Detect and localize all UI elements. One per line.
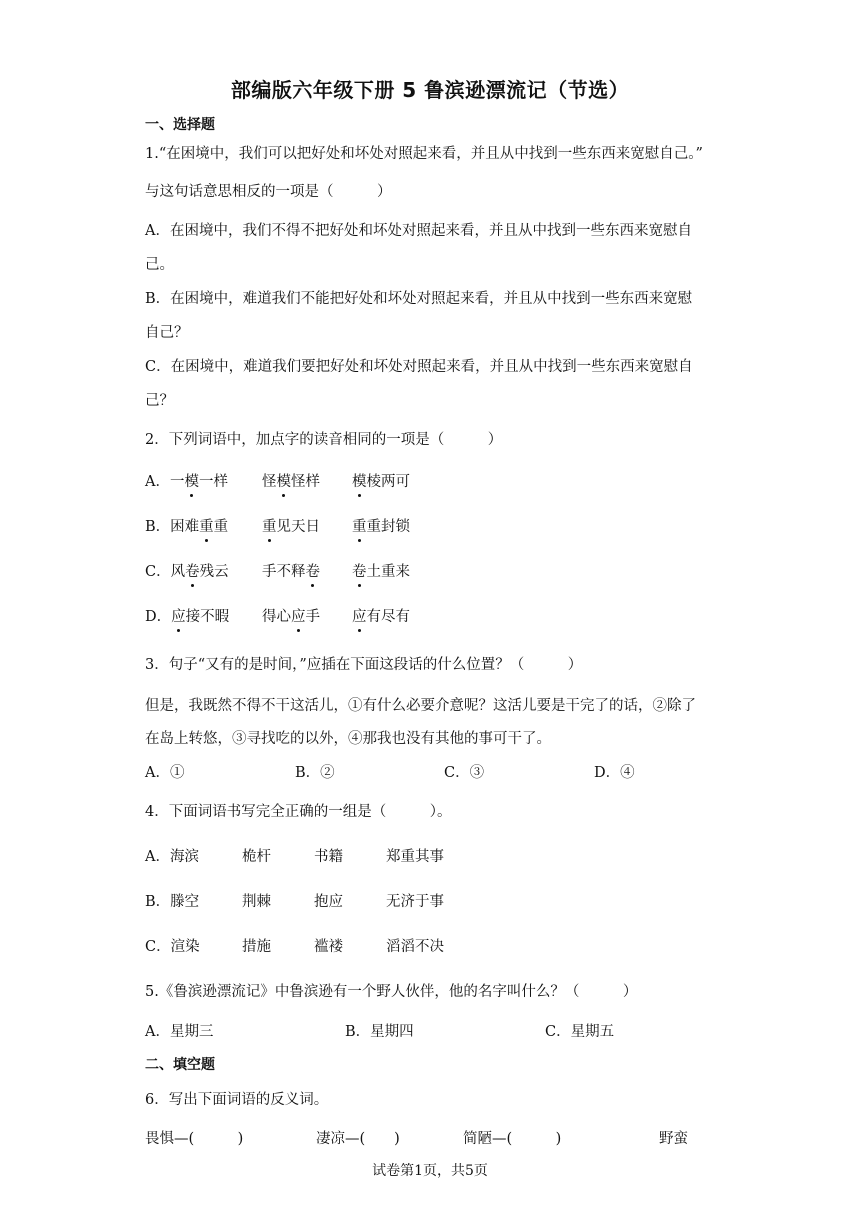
option-letter: C． bbox=[145, 564, 171, 580]
q4-option-b-word1: B．滕空 bbox=[145, 894, 200, 910]
dotted-char: 应 bbox=[352, 605, 367, 626]
q1-option-c-line2: 己？ bbox=[145, 393, 174, 409]
q1-option-b-line2: 自己？ bbox=[145, 325, 189, 341]
dotted-char: 模 bbox=[184, 470, 199, 491]
q4-option-c-word4: 滔滔不决 bbox=[386, 939, 444, 955]
q3-option-a: A．① bbox=[145, 765, 185, 781]
q1-option-a-line1: A．在困境中，我们不得不把好处和坏处对照起来看，并且从中找到一些东西来宽慰自 bbox=[145, 223, 692, 239]
q2-option-d-word3 bbox=[352, 605, 410, 626]
q6-stem: 6．写出下面词语的反义词。 bbox=[145, 1092, 329, 1108]
q4-option-a-word4: 郑重其事 bbox=[386, 849, 444, 865]
section-heading-choice: 一、选择题 bbox=[145, 117, 215, 133]
option-letter: B． bbox=[145, 519, 171, 535]
q3-option-d: D．④ bbox=[594, 765, 635, 781]
q6-item-2: 凄凉—( ) bbox=[316, 1131, 400, 1147]
word-part: 一样 bbox=[198, 474, 228, 490]
q4-option-b-word3: 抱应 bbox=[314, 894, 343, 910]
q1-stem-line1: 1.“在困境中，我们可以把好处和坏处对照起来看，并且从中找到一些东西来宽慰自己。” bbox=[145, 146, 703, 162]
q3-option-c: C．③ bbox=[444, 765, 485, 781]
dotted-char: 应 bbox=[291, 605, 306, 626]
dotted-char: 卷 bbox=[352, 560, 367, 581]
word-part: 手 bbox=[305, 609, 320, 625]
word-part: 重 bbox=[213, 519, 229, 535]
dotted-char: 模 bbox=[277, 470, 292, 491]
dotted-char: 卷 bbox=[185, 560, 200, 581]
q2-option-a bbox=[145, 470, 228, 491]
word-part: 怪 bbox=[262, 474, 277, 490]
word-part: 见天日 bbox=[276, 519, 320, 535]
page-footer: 试卷第1页，共5页 bbox=[372, 1163, 488, 1179]
q2-option-a-word2 bbox=[262, 470, 320, 491]
dotted-char: 卷 bbox=[306, 560, 321, 581]
q6-item-4: 野蛮 bbox=[659, 1131, 688, 1147]
word-part: 手不释 bbox=[262, 564, 306, 580]
q2-option-d bbox=[145, 605, 229, 626]
q4-stem: 4．下面词语书写完全正确的一组是（ ）。 bbox=[145, 804, 452, 820]
q3-passage-line1: 但是，我既然不得不干这活儿，①有什么必要介意呢？这活儿要是干完了的话，②除了 bbox=[145, 698, 696, 714]
section-heading-fill: 二、填空题 bbox=[145, 1057, 215, 1073]
q4-option-a-word2: 桅杆 bbox=[242, 849, 271, 865]
option-letter: A． bbox=[145, 474, 170, 490]
q2-option-b-word3 bbox=[352, 515, 410, 536]
q1-option-b-line1: B．在困境中，难道我们不能把好处和坏处对照起来看，并且从中找到一些东西来宽慰 bbox=[145, 291, 693, 307]
word-part: 接不暇 bbox=[185, 609, 230, 625]
word-part: 有尽有 bbox=[366, 609, 410, 625]
word-part: 风 bbox=[170, 564, 186, 580]
q3-passage-line2: 在岛上转悠，③寻找吃的以外，④那我也没有其他的事可干了。 bbox=[145, 731, 551, 747]
q1-stem-line2: 与这句话意思相反的一项是（ ） bbox=[145, 184, 392, 200]
q2-option-c-word3 bbox=[352, 560, 410, 581]
dotted-char: 模 bbox=[352, 470, 367, 491]
q4-option-b-word4: 无济于事 bbox=[386, 894, 444, 910]
q5-stem: 5.《鲁滨逊漂流记》中鲁滨逊有一个野人伙伴，他的名字叫什么？（ ） bbox=[145, 984, 638, 1000]
word-part: 困难 bbox=[170, 519, 200, 535]
q2-option-c bbox=[145, 560, 229, 581]
q2-option-d-word2 bbox=[262, 605, 320, 626]
word-part: 一 bbox=[169, 474, 185, 490]
q3-stem: 3．句子“又有的是时间，”应插在下面这段话的什么位置？（ ） bbox=[145, 657, 583, 673]
page-title: 部编版六年级下册 5 鲁滨逊漂流记（节选） bbox=[230, 78, 630, 102]
q5-option-c: C．星期五 bbox=[545, 1024, 615, 1040]
q2-stem: 2．下列词语中，加点字的读音相同的一项是（ ） bbox=[145, 432, 503, 448]
q5-option-b: B．星期四 bbox=[345, 1024, 414, 1040]
q4-option-b-word2: 荆棘 bbox=[242, 894, 271, 910]
q6-item-1: 畏惧—( ) bbox=[145, 1131, 244, 1147]
q4-option-a-word3: 书籍 bbox=[314, 849, 343, 865]
word-part: 土重来 bbox=[366, 564, 410, 580]
q2-option-c-word2 bbox=[262, 560, 320, 581]
q4-option-a-word1: A．海滨 bbox=[145, 849, 199, 865]
option-letter: D． bbox=[145, 609, 172, 625]
q2-option-b-word2 bbox=[262, 515, 320, 536]
word-part: 得心 bbox=[262, 609, 291, 625]
q1-option-c-line1: C．在困境中，难道我们要把好处和坏处对照起来看，并且从中找到一些东西来宽慰自 bbox=[145, 359, 693, 375]
dotted-char: 重 bbox=[352, 515, 367, 536]
dotted-char: 重 bbox=[262, 515, 277, 536]
q4-option-c-word1: C．渲染 bbox=[145, 939, 200, 955]
q2-option-b bbox=[145, 515, 228, 536]
word-part: 怪样 bbox=[291, 474, 320, 490]
dotted-char: 重 bbox=[199, 515, 214, 536]
q2-option-a-word3 bbox=[352, 470, 410, 491]
word-part: 重封锁 bbox=[366, 519, 410, 535]
word-part: 棱两可 bbox=[366, 474, 410, 490]
q3-option-b: B．② bbox=[295, 765, 335, 781]
q6-item-3: 简陋—( ) bbox=[463, 1131, 562, 1147]
q4-option-c-word2: 措施 bbox=[242, 939, 271, 955]
word-part: 残云 bbox=[199, 564, 229, 580]
q5-option-a: A．星期三 bbox=[145, 1024, 214, 1040]
dotted-char: 应 bbox=[171, 605, 186, 626]
q4-option-c-word3: 褴褛 bbox=[314, 939, 343, 955]
q1-option-a-line2: 己。 bbox=[145, 257, 174, 273]
